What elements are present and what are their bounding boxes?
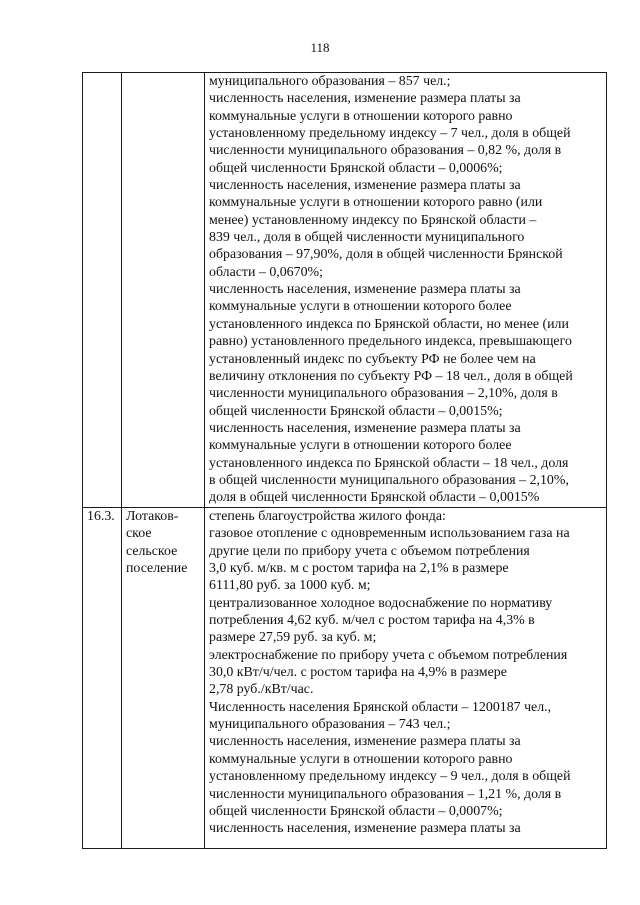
text-line: установленного индекса по Брянской области – 18 чел., доля (209, 455, 569, 471)
text-line: коммунальные услуги в отношении которого равно (или (209, 195, 543, 211)
text-line: численность населения, изменение размера платы за (209, 420, 521, 436)
text-line: численности муниципального образования – 0,82 %, доля в (209, 143, 562, 159)
text-line: коммунальные услуги в отношении которого более (209, 438, 512, 454)
text-line: коммунальные услуги в отношении которого равно (209, 108, 513, 124)
text-line: численность населения, изменение размера платы за (209, 821, 521, 837)
text-line: численность населения, изменение размера платы за (209, 178, 521, 194)
text-line: потребления 4,62 куб. м/чел с ростом тарифа на 4,3% в (209, 613, 535, 629)
table-row (83, 73, 607, 508)
text-line: 2,78 руб./кВт/час. (209, 682, 314, 698)
row-number-cell (83, 73, 122, 508)
municipality-name-cell (122, 508, 205, 849)
text-line: ское (126, 526, 152, 542)
text-line: централизованное холодное водоснабжение по нормативу (209, 595, 553, 611)
text-line: численности муниципального образования – 2,10%, доля в (209, 386, 558, 402)
text-line: установленному предельному индексу – 7 чел., доля в общей (209, 126, 571, 142)
text-line: коммунальные услуги в отношении которого равно (209, 751, 513, 767)
text-line: величину отклонения по субъекту РФ – 18 чел., доля в общей (209, 368, 573, 384)
text-line: области – 0,0670%; (209, 264, 323, 280)
text-line: Лотаков- (126, 509, 179, 524)
text-line: установленному предельному индексу – 9 чел., доля в общей (209, 769, 571, 785)
row-number-cell: 16.3. (83, 508, 122, 849)
text-line: 3,0 куб. м/кв. м с ростом тарифа на 2,1% в размере (209, 561, 509, 577)
text-line: сельское (126, 543, 178, 559)
text-line: Численность населения Брянской области – 1200187 чел., (209, 699, 552, 715)
text-line: степень благоустройства жилого фонда: (209, 509, 446, 524)
text-line: образования – 97,90%, доля в общей численности Брянской (209, 247, 563, 263)
municipality-name-cell (122, 73, 205, 508)
text-line: численности муниципального образования – 1,21 %, доля в (209, 786, 562, 802)
text-line: общей численности Брянской области – 0,0006%; (209, 160, 503, 176)
text-line: поселение (126, 561, 188, 577)
text-line: общей численности Брянской области – 0,0007%; (209, 803, 503, 819)
text-line: равно) установленного предельного индекса, превышающего (209, 334, 572, 350)
text-line: менее) установленному индексу по Брянской области – (209, 212, 537, 228)
text-line: муниципального образования – 743 чел.; (209, 717, 451, 733)
document-table (82, 72, 607, 849)
text-line: другие цели по прибору учета с объемом потребления (209, 543, 530, 559)
description-cell (205, 73, 607, 508)
text-line: в общей численности муниципального образования – 2,10%, (209, 472, 569, 488)
text-line: численность населения, изменение размера платы за (209, 282, 521, 298)
page-number: 118 (310, 40, 330, 55)
text-line: доля в общей численности Брянской области – 0,0015% (209, 490, 540, 506)
text-line: газовое отопление с одновременным использованием газа на (209, 526, 570, 542)
text-line: общей численности Брянской области – 0,0015%; (209, 403, 503, 419)
text-line: коммунальные услуги в отношении которого более (209, 299, 512, 315)
text-line: 839 чел., доля в общей численности муниципального (209, 230, 525, 246)
text-line: размере 27,59 руб. за куб. м; (209, 630, 377, 646)
text-line: муниципального образования – 857 чел.; (209, 74, 451, 89)
text-line: численность населения, изменение размера платы за (209, 734, 521, 750)
text-line: установленного индекса по Брянской области, но менее (или (209, 316, 569, 332)
text-line: 6111,80 руб. за 1000 куб. м; (209, 578, 371, 594)
description-cell (205, 508, 607, 849)
text-line: установленный индекс по субъекту РФ не более чем на (209, 351, 536, 367)
text-line: электроснабжение по прибору учета с объемом потребления (209, 647, 568, 663)
text-line: 30,0 кВт/ч/чел. с ростом тарифа на 4,9% в размере (209, 665, 507, 681)
table-row (83, 508, 607, 849)
text-line: численность населения, изменение размера платы за (209, 91, 521, 107)
